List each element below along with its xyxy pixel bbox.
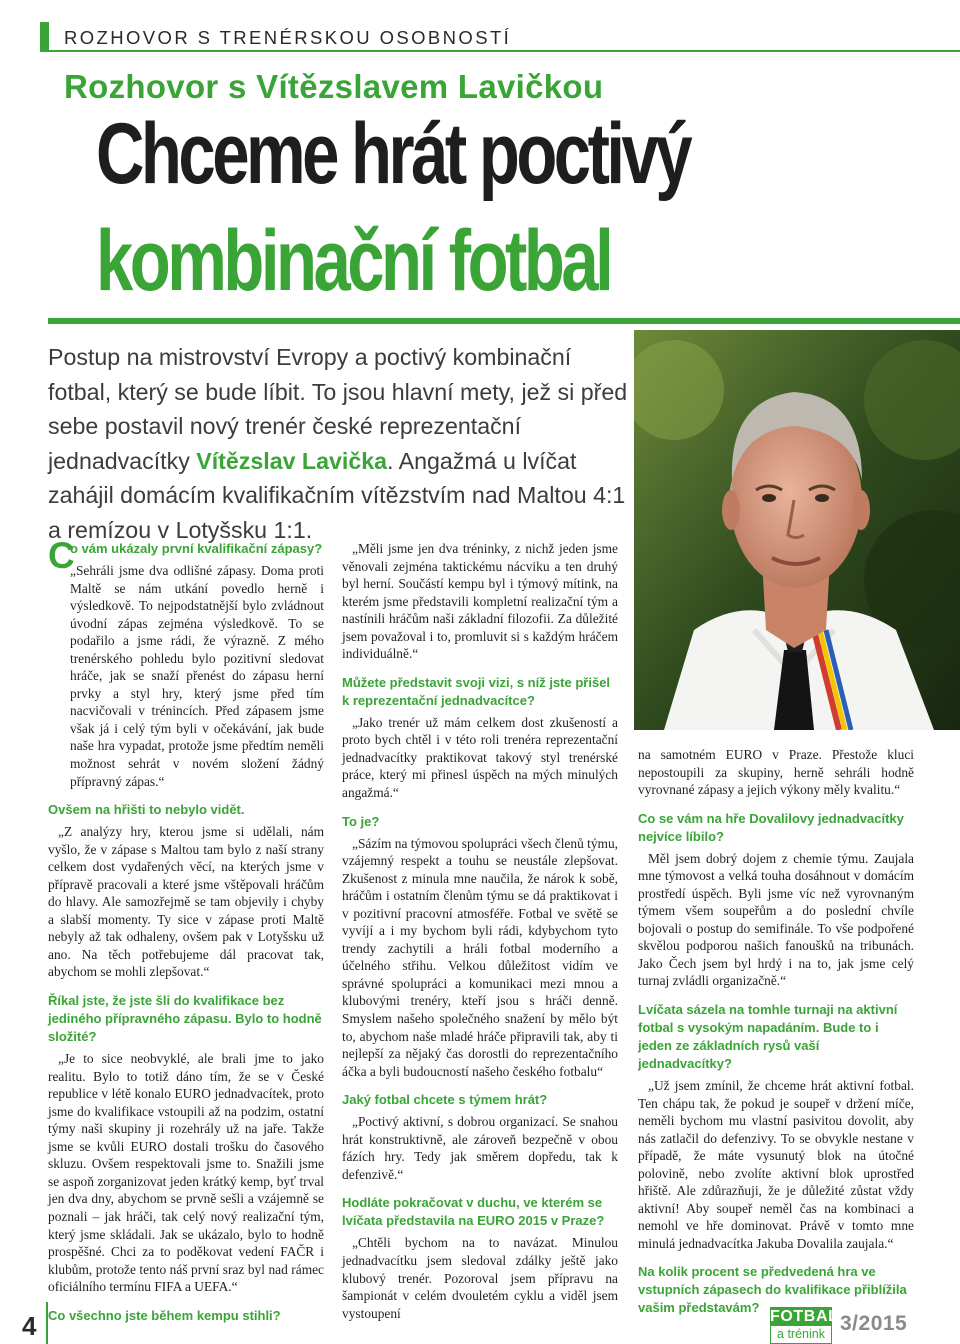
lead-text-end: . Angažmá u lvíčat zahájil domácím kvalifikačním vítězstvím nad Maltou 4:1 a remízou v Lotyšsku 1:1. (48, 447, 626, 543)
issue-number: 3/2015 (840, 1312, 908, 1335)
magazine-logo (770, 1307, 839, 1344)
article-column-2 (342, 540, 618, 1322)
answer-3: „Je to sice neobvyklé, ale brali jme to jako realitu. Bylo to totiž dáno tím, že se v České republice v létě konalo EURO jednadvacítek, proto jsme do kvalifikace vstoupili až na podzim, ostatní týmy naši skupiny ji rozehrály už na jaře. Takže jsme se kvůli EURO dostali trošku do časového skluzu. Ovšem respektovali jsme to. Snažili jsme se aspoň zorganizovat jeden krátký kemp, byť trval jen dva dny, abychom se prvně sešli a vzájemně se poznali – jak hráči, tak celý nový realizační tým, který jsme skládali. Jak se ukázalo, bylo to hodně prospěšné. Chci za to poděkovat vedení FAČR i klubům, protože tento náš první sraz byl nad rámec oficiálního termínu FIFA a UEFA.“ (48, 1051, 324, 1295)
footer-rule (46, 1302, 48, 1344)
answer-10: „Už jsem zmínil, že chceme hrát aktivní fotbal. Ten chápu tak, že pokud je soupeř v držení míče, neměli bychom mu vlastní pasivitou dovolit, aby nás zatlačil do defenzivy. To se obvykle nestane v případě, že máte vysunutý blok na útočné polovině, nebo zvolíte aktivní blok uprostřed hřiště. Ale zdůrazňuji, že je důležité zůstat vždy aktivní! Aby soupeř neměl čas na kombinaci a nemohl ve hře dominovat. Právě v tomto mne minulá jednadvacítka Jakuba Dovalila zaujala.“ (638, 1078, 914, 1251)
headline-rule (48, 318, 960, 324)
answer-6: „Sázím na týmovou spolupráci všech členů týmu, vzájemný respekt a touhu se neustále zlepšovat. Zkušenost z minula mne naučila, že nárok k sobě, hráčům i ostatním členům týmu se dá praktikovat i v pozitivní pracovní atmosféře. Fotbal ve světě se vyvíjí a i my bychom byli rádi, kdybychom tyto trendy zachytili a hráli fotbal moderního a účelného střihu. Velkou důležitost vidím ve správné spolupráci a komunikaci mezi mnou a klubovými trenéry, kteří jsou s hráči denně. Smyslem našeho společného snažení by mělo být to, abychom naše mladé hráče připravili tak, aby ti nejlepší za nějaký čas dorostli do reprezentačního áčka a byli budoucností našeho českého fotbalu“ (342, 835, 618, 1079)
question-10: Lvíčata sázela na tomhle turnaji na aktivní fotbal s vysokým napadáním. Bude to i jeden ze základních rysů vaší jednadvacítky? (638, 1002, 898, 1072)
answer-2: „Z analýzy hry, kterou jsme si udělali, nám vyšlo, že v zápase s Maltou tam bylo z naší strany celkem dost vydařených věcí, na kterých jsme v přípravě pracovali a které jsme vštěpovali hráčům do hlavy. Ale samozřejmě se tam objevily i chyby a slabší momenty. Ty sice v zápase proti Maltě nebyly až tak odhaleny, ovšem pak v Lotyšsku už ano. Na těch potřebujeme dál pracovat tak, abychom se mohli zlepšovat.“ (48, 824, 324, 980)
lead-text-start: Postup na mistrovství Evropy a poctivý kombinační fotbal, který se bude líbit. To jsou hlavní mety, jež si před sebe postavil nový trenér české reprezentační jednadvacítky (48, 344, 628, 474)
answer-7: „Poctivý aktivní, s dobrou organizací. Se snahou hrát konstruktivně, ale zároveň bezpečně v obou fázích hry. Tedy jak směrem dopředu, tak k defenzivě.“ (342, 1114, 618, 1182)
question-5: Můžete představit svoji vizi, s níž jste přišel k reprezentační jednadvacítce? (342, 674, 611, 708)
drop-cap: C (48, 535, 75, 576)
answer-8-continued: na samotném EURO v Praze. Přestože kluci nepostoupili za skupiny, herně sehráli hodně vyrovnané zápasy a jejich výkony měly kvalitu.“ (638, 747, 914, 798)
lead-coach-name: Vítězslav Lavička (196, 447, 388, 474)
headline-line-1: Chceme hrát poctivý (96, 106, 690, 202)
article-column-1 (48, 535, 324, 1329)
portrait-photo (634, 330, 960, 730)
question-11: Na kolik procent se předvedená hra ve vstupních zápasech do kvalifikace přiblížila vašim představám? (638, 1264, 907, 1316)
section-title: ROZHOVOR S TRENÉRSKOU OSOBNOSTÍ (64, 27, 512, 48)
answer-8: „Chtěli bychom na to navázat. Minulou jednadvacítku jsem sledoval zdálky ještě jako klubový trenér. Pozoroval jsem přípravu na šampionát v celém dvouletém cyklu a viděl jsem vystoupení (342, 1235, 618, 1321)
answer-5: „Jako trenér už mám celkem dost zkušeností a proto bych chtěl i v této roli trenéra reprezentační jednadvacítky praktikovat takový styl trenérské práce, který mi přinesl úspěch na mých minulých angažmá.“ (342, 714, 618, 801)
question-8: Hodláte pokračovat v duchu, ve kterém se lvíčata představila na EURO 2015 v Praze? (342, 1195, 605, 1229)
question-9: Co se vám na hře Dovalilovy jednadvacítky nejvíce líbilo? (638, 810, 904, 844)
kicker: Rozhovor s Vítězslavem Lavičkou (64, 68, 604, 105)
section-bar-accent (40, 22, 49, 50)
question-2: Ovšem na hřišti to nebylo vidět. (48, 802, 245, 818)
question-1-text: o vám ukázaly první kvalifikační zápasy? (70, 541, 323, 556)
answer-1: „Sehráli jsme dva odlišné zápasy. Doma proti Maltě se nám utkání povedlo herně i výsledkově. To nejpodstatnější bylo zvládnout úvodní zápas zejména výsledkově. To se podařilo a jsme rádi, že výrazně. Z mého trenérského pohledu bylo pozitivní sledovat hráče, jak se snaží přenést do zápasu herní prvky a styl hry, který jsme před tím nacvičovali v trénincích. Před zápasem jsme však já i celý tým byli v očekávání, jak bude naše hra vypadat, protože jsme předtím neměli možnost sehrát v novém složení žádný přípravný zápas.“ (70, 563, 324, 789)
page-number: 4 (22, 1311, 37, 1341)
question-6: To je? (342, 813, 380, 829)
question-4: Co všechno jste během kempu stihli? (48, 1307, 281, 1323)
logo-bottom-text: a trénink (770, 1326, 832, 1344)
answer-4: „Měli jsme jen dva tréninky, z nichž jeden jsme věnovali zejména taktickému nácviku a ten druhý byl herní. Součástí kempu byl i týmový mítink, na kterém jsme představili kompletní realizační tým a nastínili hráčům naši základní filozofii. Za důležité jsem považoval i to, promluvit si s každým hráčem individuálně.“ (342, 541, 618, 662)
answer-9: Měl jsem dobrý dojem z chemie týmu. Zaujala mne týmovost a velká touha dosáhnout v domácím prostředí úspěch. Byli jsme víc než vyrovnaným týmem všem soupeřům a do poslední chvíle bojovali o postup do semifinále. To vše podpořené skvělou podporou našich fanoušků na tribunách. Jako Čech jsem byl hrdý i na to, jak jsme celý turnaj zvládli organizačně.“ (638, 850, 914, 989)
lead-paragraph (48, 340, 628, 548)
logo-top-text: FOTBAL (770, 1308, 839, 1325)
article-column-3 (638, 746, 914, 1321)
question-7: Jaký fotbal chcete s týmem hrát? (342, 1092, 548, 1108)
question-3: Říkal jste, že jste šli do kvalifikace bez jediného přípravného zápasu. Bylo to hodně složité? (48, 993, 322, 1045)
question-1 (48, 535, 324, 576)
headline-line-2: kombinační fotbal (96, 213, 611, 309)
